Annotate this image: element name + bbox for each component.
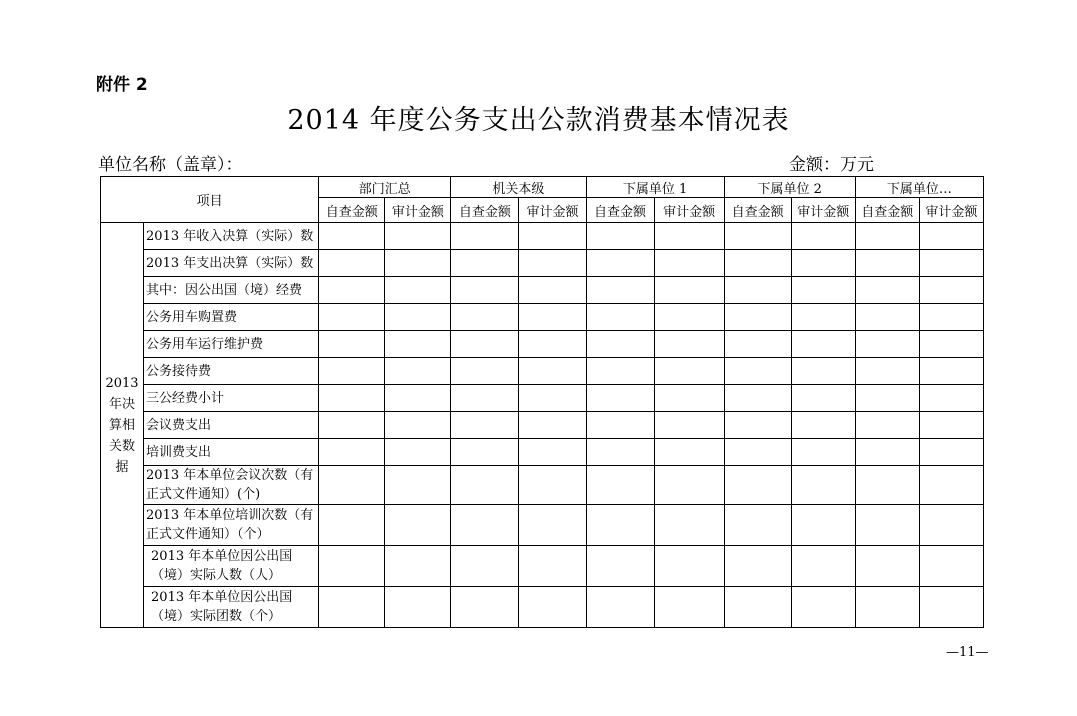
- row-item-label-line: 2013 年支出决算（实际）数: [146, 255, 314, 271]
- side-label-line: 关数: [109, 438, 136, 454]
- amount-cell[interactable]: [791, 546, 855, 587]
- group-header: 机关本级: [451, 177, 586, 198]
- amount-cell[interactable]: [519, 505, 586, 546]
- amount-cell[interactable]: [451, 250, 519, 277]
- row-item-label-line: 2013 年本单位因公出国: [151, 590, 293, 605]
- amount-cell[interactable]: [586, 385, 654, 412]
- row-item-label-line: 会议费支出: [146, 417, 212, 433]
- amount-cell[interactable]: [855, 546, 919, 587]
- amount-cell[interactable]: [385, 358, 451, 385]
- amount-cell[interactable]: [385, 304, 451, 331]
- group-header: 部门汇总: [319, 177, 451, 198]
- unit-name-label: 单位名称（盖章）：: [98, 155, 243, 175]
- row-item-label: [144, 412, 319, 439]
- amount-cell[interactable]: [319, 412, 385, 439]
- attachment-label: 附件 2: [96, 75, 148, 95]
- amount-cell[interactable]: [724, 304, 791, 331]
- amount-cell[interactable]: [919, 587, 983, 628]
- amount-cell[interactable]: [451, 277, 519, 304]
- amount-cell[interactable]: [654, 358, 724, 385]
- amount-cell[interactable]: [519, 331, 586, 358]
- expense-table: [100, 176, 984, 628]
- amount-cell[interactable]: [319, 277, 385, 304]
- row-item-label: [144, 546, 319, 587]
- amount-cell[interactable]: [385, 250, 451, 277]
- amount-cell[interactable]: [791, 385, 855, 412]
- amount-cell[interactable]: [319, 385, 385, 412]
- amount-cell[interactable]: [724, 385, 791, 412]
- amount-cell[interactable]: [919, 331, 983, 358]
- row-item-label-line: 2013 年收入决算（实际）数: [146, 228, 314, 244]
- row-item-label-line: 三公经费小计: [146, 390, 225, 406]
- table-row: [101, 412, 984, 439]
- amount-cell[interactable]: [855, 277, 919, 304]
- amount-cell[interactable]: [791, 505, 855, 546]
- amount-cell[interactable]: [586, 223, 654, 250]
- amount-cell[interactable]: [385, 546, 451, 587]
- amount-cell[interactable]: [724, 439, 791, 466]
- amount-cell[interactable]: [724, 358, 791, 385]
- amount-cell[interactable]: [654, 439, 724, 466]
- row-item-label: [144, 439, 319, 466]
- amount-cell[interactable]: [855, 223, 919, 250]
- amount-cell[interactable]: [586, 358, 654, 385]
- table-row: [101, 304, 984, 331]
- amount-cell[interactable]: [319, 304, 385, 331]
- amount-cell[interactable]: [919, 223, 983, 250]
- amount-cell[interactable]: [519, 277, 586, 304]
- amount-cell[interactable]: [519, 587, 586, 628]
- row-item-label: [144, 304, 319, 331]
- amount-cell[interactable]: [451, 385, 519, 412]
- row-item-label-line: （境）实际团数（个）: [151, 609, 282, 624]
- amount-cell[interactable]: [519, 412, 586, 439]
- amount-cell[interactable]: [654, 277, 724, 304]
- amount-cell[interactable]: [385, 439, 451, 466]
- amount-cell[interactable]: [791, 439, 855, 466]
- amount-cell[interactable]: [724, 331, 791, 358]
- table-row: [101, 331, 984, 358]
- amount-cell[interactable]: [791, 587, 855, 628]
- side-label-line: 据: [115, 459, 129, 475]
- table-row: [101, 546, 984, 587]
- amount-cell[interactable]: [791, 358, 855, 385]
- amount-cell[interactable]: [654, 331, 724, 358]
- row-item-label: [144, 358, 319, 385]
- amount-cell[interactable]: [385, 223, 451, 250]
- amount-cell[interactable]: [919, 412, 983, 439]
- amount-cell[interactable]: [654, 466, 724, 505]
- self-check-amount-header: 自查金额: [319, 198, 385, 223]
- audit-amount-header: 审计金额: [519, 198, 586, 223]
- amount-cell[interactable]: [724, 250, 791, 277]
- amount-cell[interactable]: [586, 277, 654, 304]
- amount-cell[interactable]: [919, 358, 983, 385]
- amount-cell[interactable]: [319, 587, 385, 628]
- page-title: 2014 年度公务支出公款消费基本情况表: [287, 105, 790, 136]
- row-item-label: [144, 505, 319, 546]
- table-row: [101, 587, 984, 628]
- row-item-label-line: 公务接待费: [146, 363, 212, 379]
- year-data-side-label: [101, 223, 144, 628]
- amount-cell[interactable]: [319, 546, 385, 587]
- amount-cell[interactable]: [919, 304, 983, 331]
- amount-cell[interactable]: [586, 466, 654, 505]
- amount-cell[interactable]: [654, 223, 724, 250]
- amount-cell[interactable]: [385, 466, 451, 505]
- amount-cell[interactable]: [519, 385, 586, 412]
- amount-unit-label: 金额：万元: [789, 155, 874, 175]
- amount-cell[interactable]: [855, 439, 919, 466]
- amount-cell[interactable]: [319, 466, 385, 505]
- amount-cell[interactable]: [855, 412, 919, 439]
- amount-cell[interactable]: [791, 304, 855, 331]
- audit-amount-header: 审计金额: [654, 198, 724, 223]
- amount-cell[interactable]: [919, 466, 983, 505]
- audit-amount-header: 审计金额: [919, 198, 983, 223]
- amount-cell[interactable]: [586, 546, 654, 587]
- amount-cell[interactable]: [654, 250, 724, 277]
- row-item-label-line: 2013 年本单位因公出国: [151, 549, 293, 564]
- amount-cell[interactable]: [919, 385, 983, 412]
- amount-cell[interactable]: [855, 358, 919, 385]
- amount-cell[interactable]: [451, 505, 519, 546]
- amount-cell[interactable]: [586, 250, 654, 277]
- amount-cell[interactable]: [724, 466, 791, 505]
- amount-cell[interactable]: [654, 385, 724, 412]
- amount-cell[interactable]: [855, 466, 919, 505]
- row-item-label-line: 正式文件通知）(个): [146, 487, 261, 502]
- amount-cell[interactable]: [451, 331, 519, 358]
- amount-cell[interactable]: [319, 223, 385, 250]
- amount-cell[interactable]: [451, 304, 519, 331]
- amount-cell[interactable]: [654, 304, 724, 331]
- amount-cell[interactable]: [791, 223, 855, 250]
- row-item-label: [144, 587, 319, 628]
- amount-cell[interactable]: [586, 505, 654, 546]
- row-item-label: [144, 223, 319, 250]
- audit-amount-header: 审计金额: [791, 198, 855, 223]
- amount-cell[interactable]: [724, 223, 791, 250]
- amount-cell[interactable]: [654, 587, 724, 628]
- table-row: [101, 358, 984, 385]
- amount-cell[interactable]: [724, 587, 791, 628]
- amount-cell[interactable]: [319, 505, 385, 546]
- header-row-groups: [101, 177, 984, 198]
- table-row: [101, 223, 984, 250]
- amount-cell[interactable]: [519, 304, 586, 331]
- self-check-amount-header: 自查金额: [451, 198, 519, 223]
- amount-cell[interactable]: [724, 505, 791, 546]
- side-label-line: 算相: [109, 417, 136, 433]
- amount-cell[interactable]: [385, 412, 451, 439]
- amount-cell[interactable]: [519, 250, 586, 277]
- amount-cell[interactable]: [385, 505, 451, 546]
- amount-cell[interactable]: [855, 331, 919, 358]
- table-row: [101, 277, 984, 304]
- row-item-label: [144, 385, 319, 412]
- amount-cell[interactable]: [319, 358, 385, 385]
- amount-cell[interactable]: [319, 331, 385, 358]
- amount-cell[interactable]: [586, 587, 654, 628]
- amount-cell[interactable]: [919, 505, 983, 546]
- self-check-amount-header: 自查金额: [586, 198, 654, 223]
- table-row: [101, 385, 984, 412]
- self-check-amount-header: 自查金额: [724, 198, 791, 223]
- amount-cell[interactable]: [855, 250, 919, 277]
- row-item-label: [144, 331, 319, 358]
- amount-cell[interactable]: [451, 587, 519, 628]
- amount-cell[interactable]: [519, 466, 586, 505]
- amount-cell[interactable]: [319, 250, 385, 277]
- row-item-label: [144, 277, 319, 304]
- row-item-label-line: 公务用车运行维护费: [146, 336, 264, 352]
- amount-cell[interactable]: [586, 439, 654, 466]
- table-row: [101, 505, 984, 546]
- table-row: [101, 250, 984, 277]
- side-label-line: 2013: [105, 375, 139, 391]
- amount-cell[interactable]: [451, 223, 519, 250]
- group-header: 下属单位 1: [586, 177, 724, 198]
- amount-cell[interactable]: [855, 385, 919, 412]
- amount-cell[interactable]: [519, 439, 586, 466]
- amount-cell[interactable]: [319, 439, 385, 466]
- amount-cell[interactable]: [586, 304, 654, 331]
- row-item-label-line: 正式文件通知）（个）: [146, 527, 270, 542]
- table-row: [101, 439, 984, 466]
- row-item-label-line: 公务用车购置费: [146, 309, 238, 325]
- row-item-label: [144, 466, 319, 505]
- amount-cell[interactable]: [791, 412, 855, 439]
- row-item-label: [144, 250, 319, 277]
- row-item-label-line: 2013 年本单位培训次数（有: [146, 508, 314, 523]
- amount-cell[interactable]: [586, 412, 654, 439]
- amount-cell[interactable]: [654, 505, 724, 546]
- group-header: 下属单位…: [855, 177, 983, 198]
- side-label-line: 年决: [109, 396, 136, 412]
- amount-cell[interactable]: [919, 439, 983, 466]
- amount-cell[interactable]: [919, 277, 983, 304]
- amount-cell[interactable]: [519, 223, 586, 250]
- amount-cell[interactable]: [519, 358, 586, 385]
- amount-cell[interactable]: [654, 412, 724, 439]
- row-item-label-line: 2013 年本单位会议次数（有: [146, 468, 314, 483]
- item-header: 项目: [101, 177, 319, 223]
- amount-cell[interactable]: [385, 385, 451, 412]
- amount-cell[interactable]: [919, 250, 983, 277]
- amount-cell[interactable]: [586, 331, 654, 358]
- amount-cell[interactable]: [791, 331, 855, 358]
- amount-cell[interactable]: [791, 277, 855, 304]
- amount-cell[interactable]: [919, 546, 983, 587]
- amount-cell[interactable]: [724, 277, 791, 304]
- self-check-amount-header: 自查金额: [855, 198, 919, 223]
- amount-cell[interactable]: [451, 358, 519, 385]
- amount-cell[interactable]: [451, 439, 519, 466]
- table-row: [101, 466, 984, 505]
- amount-cell[interactable]: [724, 412, 791, 439]
- group-header: 下属单位 2: [724, 177, 855, 198]
- amount-cell[interactable]: [724, 546, 791, 587]
- amount-cell[interactable]: [654, 546, 724, 587]
- amount-cell[interactable]: [385, 587, 451, 628]
- amount-cell[interactable]: [451, 546, 519, 587]
- row-item-label-line: （境）实际人数（人）: [151, 568, 282, 583]
- amount-cell[interactable]: [519, 546, 586, 587]
- amount-cell[interactable]: [855, 587, 919, 628]
- amount-cell[interactable]: [451, 412, 519, 439]
- row-item-label-line: 其中：因公出国（境）经费: [146, 282, 303, 298]
- amount-cell[interactable]: [855, 505, 919, 546]
- amount-cell[interactable]: [451, 466, 519, 505]
- amount-cell[interactable]: [385, 331, 451, 358]
- amount-cell[interactable]: [385, 277, 451, 304]
- page-number: —11—: [946, 645, 989, 660]
- amount-cell[interactable]: [791, 466, 855, 505]
- amount-cell[interactable]: [791, 250, 855, 277]
- amount-cell[interactable]: [855, 304, 919, 331]
- audit-amount-header: 审计金额: [385, 198, 451, 223]
- row-item-label-line: 培训费支出: [146, 444, 212, 460]
